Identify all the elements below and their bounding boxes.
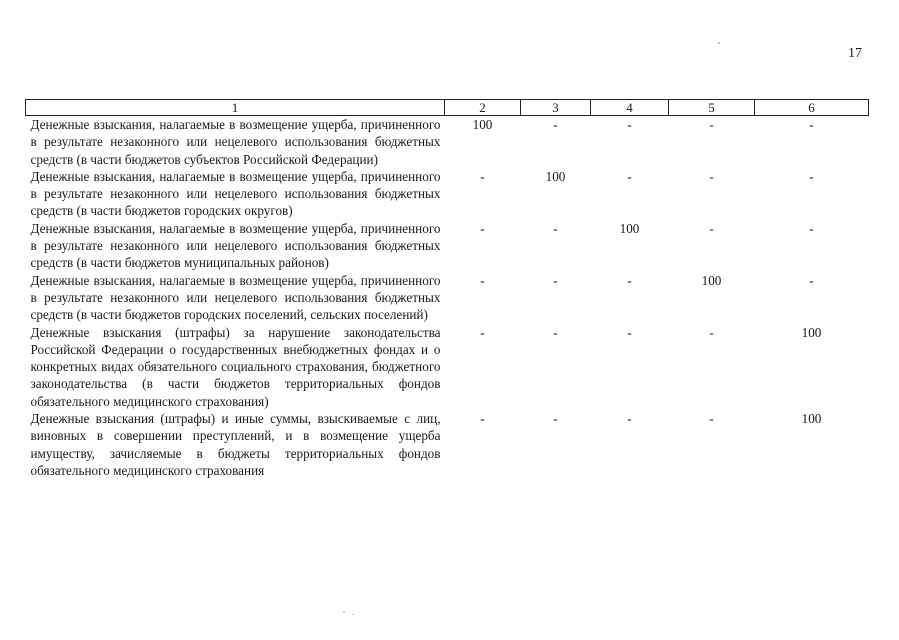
row-description: Денежные взыскания, налагаемые в возмещение ущерба, причиненного в результате незаконного или нецелевого использования бюджетных средств (в части бюджетов городских поселений, сельских поселений) [30, 272, 441, 323]
row-value-col4: - [627, 117, 632, 132]
row-value-col3: - [553, 220, 558, 236]
row-value-col6: - [809, 168, 814, 184]
row-value-col2: - [480, 324, 485, 340]
row-value-col5: - [709, 411, 714, 427]
row-value-col4: - [627, 168, 632, 184]
row-value-col2: - [480, 272, 485, 288]
scan-speck [352, 614, 354, 615]
row-value-col4: 100 [619, 220, 640, 236]
table-row [26, 116, 869, 168]
scan-speck [718, 42, 720, 44]
row-value-col2: - [480, 220, 485, 236]
row-description: Денежные взыскания, налагаемые в возмещение ущерба, причиненного в результате незаконного или нецелевого использования бюджетных средств (в части бюджетов субъектов Российской Федерации) [30, 117, 441, 167]
row-value-col5: - [709, 220, 714, 236]
row-value-col5: - [709, 168, 714, 184]
table-row [26, 410, 869, 479]
row-value-col3: - [553, 117, 558, 132]
table-row [26, 168, 869, 220]
column-header-4: 4 [591, 100, 669, 116]
row-value-col3: 100 [545, 168, 566, 184]
page-number: 17 [848, 46, 862, 61]
data-table [25, 99, 869, 479]
row-value-col2: - [480, 168, 485, 184]
column-header-5: 5 [669, 100, 755, 116]
table-row [26, 272, 869, 324]
table-row [26, 220, 869, 272]
column-header-3: 3 [521, 100, 591, 116]
row-value-col2: 100 [472, 117, 493, 132]
revenue-distribution-table [25, 99, 868, 479]
row-value-col6: - [809, 117, 814, 132]
table-row [26, 324, 869, 410]
row-value-col6: - [809, 272, 814, 288]
row-value-col5: 100 [701, 272, 722, 288]
row-value-col4: - [627, 272, 632, 288]
scan-speck [343, 611, 345, 613]
column-header-2: 2 [445, 100, 521, 116]
column-header-1: 1 [26, 100, 445, 116]
header-row [26, 100, 869, 116]
row-description: Денежные взыскания, налагаемые в возмещение ущерба, причиненного в результате незаконного или нецелевого использования бюджетных средств (в части бюджетов городских округов) [30, 168, 441, 219]
row-value-col4: - [627, 411, 632, 427]
row-value-col3: - [553, 272, 558, 288]
row-value-col5: - [709, 117, 714, 132]
row-value-col3: - [553, 324, 558, 340]
row-description: Денежные взыскания (штрафы) и иные суммы, взыскиваемые с лиц, виновных в совершении преступлений, и в возмещение ущерба имуществу, зачисляемые в бюджеты территориальных фондов обязательного медицинского страхования [30, 411, 441, 478]
row-value-col2: - [480, 411, 485, 427]
row-value-col3: - [553, 411, 558, 427]
row-value-col6: 100 [801, 411, 822, 427]
row-description: Денежные взыскания (штрафы) за нарушение законодательства Российской Федерации о государственных внебюджетных фондах и о конкретных видах обязательного социального страхования, бюджетного законодательства (в части бюджетов территориальных фондов обязательного медицинского страхования) [30, 324, 441, 409]
row-value-col6: - [809, 220, 814, 236]
row-value-col6: 100 [801, 324, 822, 340]
column-header-6: 6 [755, 100, 869, 116]
row-value-col4: - [627, 324, 632, 340]
row-value-col5: - [709, 324, 714, 340]
row-description: Денежные взыскания, налагаемые в возмещение ущерба, причиненного в результате незаконного или нецелевого использования бюджетных средств (в части бюджетов муниципальных районов) [30, 220, 441, 271]
